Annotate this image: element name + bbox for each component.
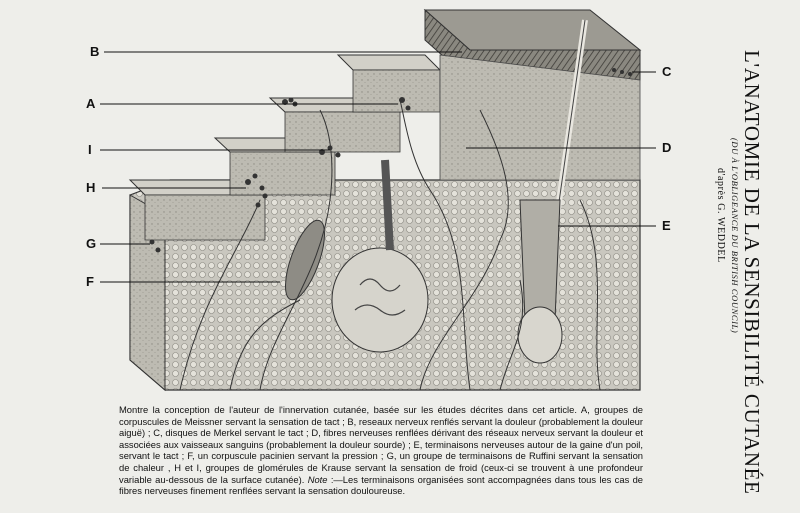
step-1-face xyxy=(145,195,265,240)
caption-text: Montre la conception de l'auteur de l'innervation cutanée, basée sur les études décrites dans cet article. A, groupes de corpuscules de Meissner servant la sensation de tact ; B, reseaux nerveux renflés servant la douleur (probablement la douleur aiguë) ; C, disques de Merkel servant le tact ; D, fibres nerveuses renflées dérivant des réseaux nerveux servant la douleur et associées aux vaisseaux sanguins (probablement la douleur sourde) ; E, terminaisons nerveuses autour de la gaine d'un poil, servant le tact ; F, un corpuscule pacinien servant la pression ; G, un groupe de terminaisons de Ruffini servant la sensation de chaleur , H et I, groupes de glomérules de Krause servant la sensation de froid (ceux-ci se trouvent à une profondeur variable au-dessous de la surface cutanée). xyxy=(119,404,643,485)
author-credit: d'après G. WEDDEL xyxy=(715,168,726,263)
label-i: I xyxy=(88,142,92,157)
step-4-face xyxy=(353,70,440,112)
hair-bulb xyxy=(518,307,562,363)
article-title: L'ANATOMIE DE LA SENSIBILITÉ CUTANÉE xyxy=(740,50,764,495)
label-b: B xyxy=(90,44,100,59)
caption-note-label: Note xyxy=(307,473,328,485)
label-a: A xyxy=(86,96,96,111)
sweat-duct xyxy=(385,160,390,250)
label-h: H xyxy=(86,180,96,195)
step-3-face xyxy=(285,112,400,152)
figure-caption xyxy=(119,404,643,497)
step-2-face xyxy=(230,152,335,195)
sweat-gland xyxy=(332,248,428,352)
caption-note-text: :—Les terminaisons organisées sont accompagnées dans tous les cas de fibres nerveuses finement renflées servant la sensation douloureuse. xyxy=(119,473,643,497)
label-e: E xyxy=(662,218,671,233)
step-4-top xyxy=(338,55,440,70)
label-g: G xyxy=(86,236,97,251)
vertical-title-block xyxy=(712,38,772,495)
courtesy-line: (DU À L'OBLIGEANCE DU BRITISH COUNCIL) xyxy=(730,138,740,334)
label-c: C xyxy=(662,64,672,79)
label-f: F xyxy=(86,274,94,289)
label-d: D xyxy=(662,140,672,155)
